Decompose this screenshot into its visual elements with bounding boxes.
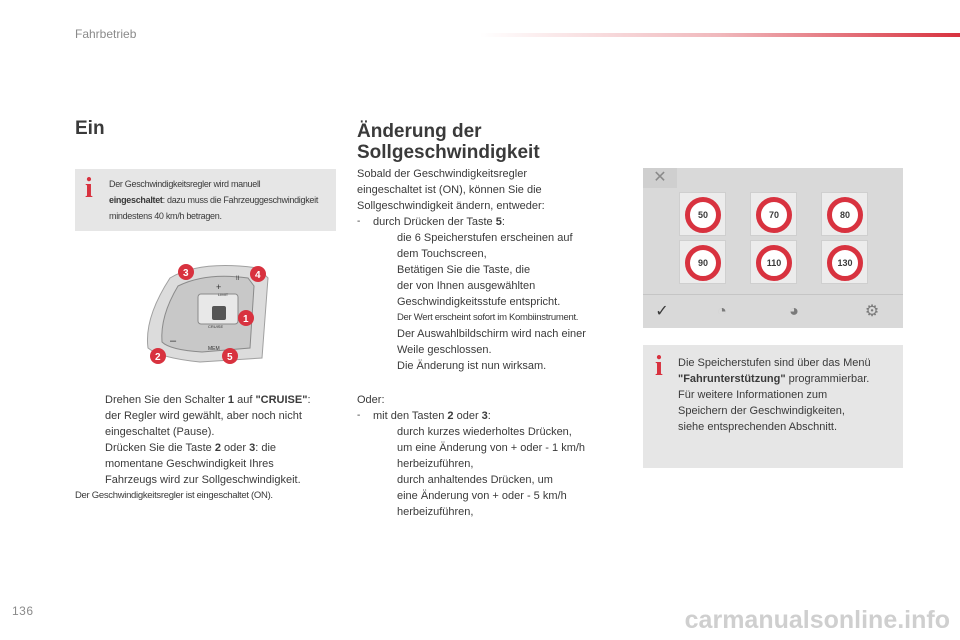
info-bold: eingeschaltet [109, 195, 163, 205]
section-title: Fahrbetrieb [75, 27, 137, 41]
text-line: momentane Geschwindigkeit Ihres [105, 458, 274, 470]
text-bold: 5 [495, 216, 502, 228]
instruction-1 [75, 392, 340, 408]
header-accent-bar [480, 33, 960, 37]
text-line: der von Ihnen ausgewählten [397, 280, 536, 292]
text-line: eingeschaltet (Pause). [105, 426, 215, 438]
text: oder [453, 410, 482, 422]
speed-limiter-icon[interactable]: ◕ [789, 303, 799, 320]
settings-icon[interactable]: ⚙ [864, 303, 880, 320]
info-line [109, 192, 331, 208]
info-rest: : dazu muss die Fahrzeuggeschwindigkeit [162, 195, 319, 205]
text-bold: 3 [249, 442, 256, 454]
ein-instructions [75, 392, 340, 504]
text-bold: 2 [447, 410, 454, 422]
steering-label-plus: + [216, 282, 222, 292]
page-number: 136 [12, 604, 34, 618]
info-line: Speichern der Geschwindigkeiten, [678, 405, 845, 417]
sub-item [357, 262, 632, 278]
text-bold: 3 [481, 410, 488, 422]
text: oder [220, 442, 250, 454]
text-bold: 1 [227, 394, 235, 406]
text-line: Der Geschwindigkeitsregler ist eingeschaltet (ON). [75, 490, 273, 501]
speed-tile[interactable] [750, 192, 797, 236]
callout-2: 2 [155, 352, 161, 363]
speed-sign: 50 [685, 197, 721, 233]
instruction-2 [75, 440, 340, 456]
text: Drehen Sie den Schalter [105, 394, 228, 406]
text-line: Sollgeschwindigkeit ändern, entweder: [357, 200, 545, 212]
speed-sign: 90 [685, 245, 721, 281]
callout-1: 1 [243, 314, 249, 325]
steering-label-limit: LIMIT [218, 292, 229, 297]
info-box-manual [75, 169, 336, 231]
callout-4: 4 [255, 270, 261, 281]
dash-marker: - [357, 410, 361, 421]
speed-tile[interactable] [679, 240, 726, 284]
text-line: Geschwindigkeitsstufe entspricht. [397, 296, 561, 308]
steering-label-mem: MEM [208, 346, 220, 352]
text: mit den Tasten [373, 410, 448, 422]
speed-tile[interactable] [750, 240, 797, 284]
text: die 6 Speicherstufen erscheinen auf [397, 232, 573, 244]
info-box-programming [643, 345, 903, 468]
sub-item [357, 424, 632, 440]
heading-line: Änderung der [357, 121, 482, 142]
screen-bottom-bar [643, 294, 903, 328]
text-line: Oder: [357, 394, 385, 406]
text: durch kurzes wiederholtes Drücken, [397, 426, 572, 438]
info-line: mindestens 40 km/h betragen. [109, 211, 222, 221]
text: : [487, 410, 491, 422]
heading-line: Sollgeschwindigkeit [357, 142, 540, 163]
text-bold: 2 [214, 442, 221, 454]
sub-item [357, 472, 632, 488]
steering-wheel-controls-illustration [140, 258, 280, 370]
text-line: Die Änderung ist nun wirksam. [397, 360, 547, 372]
info-rest: programmierbar. [785, 373, 870, 385]
text-line: Der Wert erscheint sofort im Kombiinstrument. [397, 312, 579, 323]
text-line: herbeizuführen, [397, 506, 474, 518]
text: auf [234, 394, 256, 406]
sub-item [357, 230, 632, 246]
text-line: herbeizuführen, [397, 458, 474, 470]
change-alternative [357, 392, 632, 520]
text-line: eingeschaltet ist (ON), können Sie die [357, 184, 542, 196]
heading-ein: Ein [75, 118, 105, 139]
text-line: um eine Änderung von + oder - 1 km/h [397, 442, 586, 454]
check-icon[interactable]: ✓ [655, 303, 669, 320]
info-line: Die Speicherstufen sind über das Menü [678, 357, 871, 369]
text-line: Fahrzeugs wird zur Sollgeschwindigkeit. [105, 474, 301, 486]
steering-label-cruise: CRUISE [208, 324, 224, 329]
speed-tile[interactable] [821, 192, 868, 236]
close-icon[interactable]: ✕ [643, 168, 677, 188]
info-bold: "Fahrunterstützung" [678, 373, 786, 385]
speed-tile[interactable] [679, 192, 726, 236]
info-text [109, 176, 331, 224]
text-line: Weile geschlossen. [397, 344, 492, 356]
text-line: Sobald der Geschwindigkeitsregler [357, 168, 527, 180]
text: : [307, 394, 311, 406]
touchscreen-speed-memory [643, 168, 903, 328]
text-line: eine Änderung von + oder - 5 km/h [397, 490, 567, 502]
info-line: Der Geschwindigkeitsregler wird manuell [109, 179, 261, 189]
text-line: dem Touchscreen, [397, 248, 487, 260]
gauge-icon[interactable]: ◔ [717, 303, 727, 320]
dash-item [357, 408, 632, 424]
info-line: siehe entsprechenden Abschnitt. [678, 421, 838, 433]
dash-marker: - [357, 216, 361, 227]
text: : [501, 216, 505, 228]
text-line: Der Auswahlbildschirm wird nach einer [397, 328, 586, 340]
speed-sign: 110 [756, 245, 792, 281]
callout-3: 3 [183, 268, 189, 279]
change-instructions [357, 166, 632, 374]
speed-sign: 130 [827, 245, 863, 281]
info-line: Für weitere Informationen zum [678, 389, 828, 401]
speed-sign: 70 [756, 197, 792, 233]
text-bold: "CRUISE" [255, 394, 308, 406]
heading-change-speed [357, 121, 597, 163]
info-text [678, 355, 900, 435]
watermark: carmanualsonline.info [684, 606, 950, 634]
steering-label-pause: II [236, 276, 240, 282]
info-icon: i [655, 351, 663, 382]
text: : die [255, 442, 277, 454]
text-line: der Regler wird gewählt, aber noch nicht [105, 410, 302, 422]
text: durch Drücken der Taste [373, 216, 496, 228]
speed-tile[interactable] [821, 240, 868, 284]
speed-sign: 80 [827, 197, 863, 233]
info-icon: i [85, 173, 93, 204]
text: durch anhaltendes Drücken, um [397, 474, 553, 486]
dash-item [357, 214, 632, 230]
steering-label-minus: – [170, 335, 177, 347]
info-line [678, 371, 900, 387]
callout-5: 5 [227, 352, 233, 363]
text: Drücken Sie die Taste [105, 442, 215, 454]
text: Betätigen Sie die Taste, die [397, 264, 531, 276]
